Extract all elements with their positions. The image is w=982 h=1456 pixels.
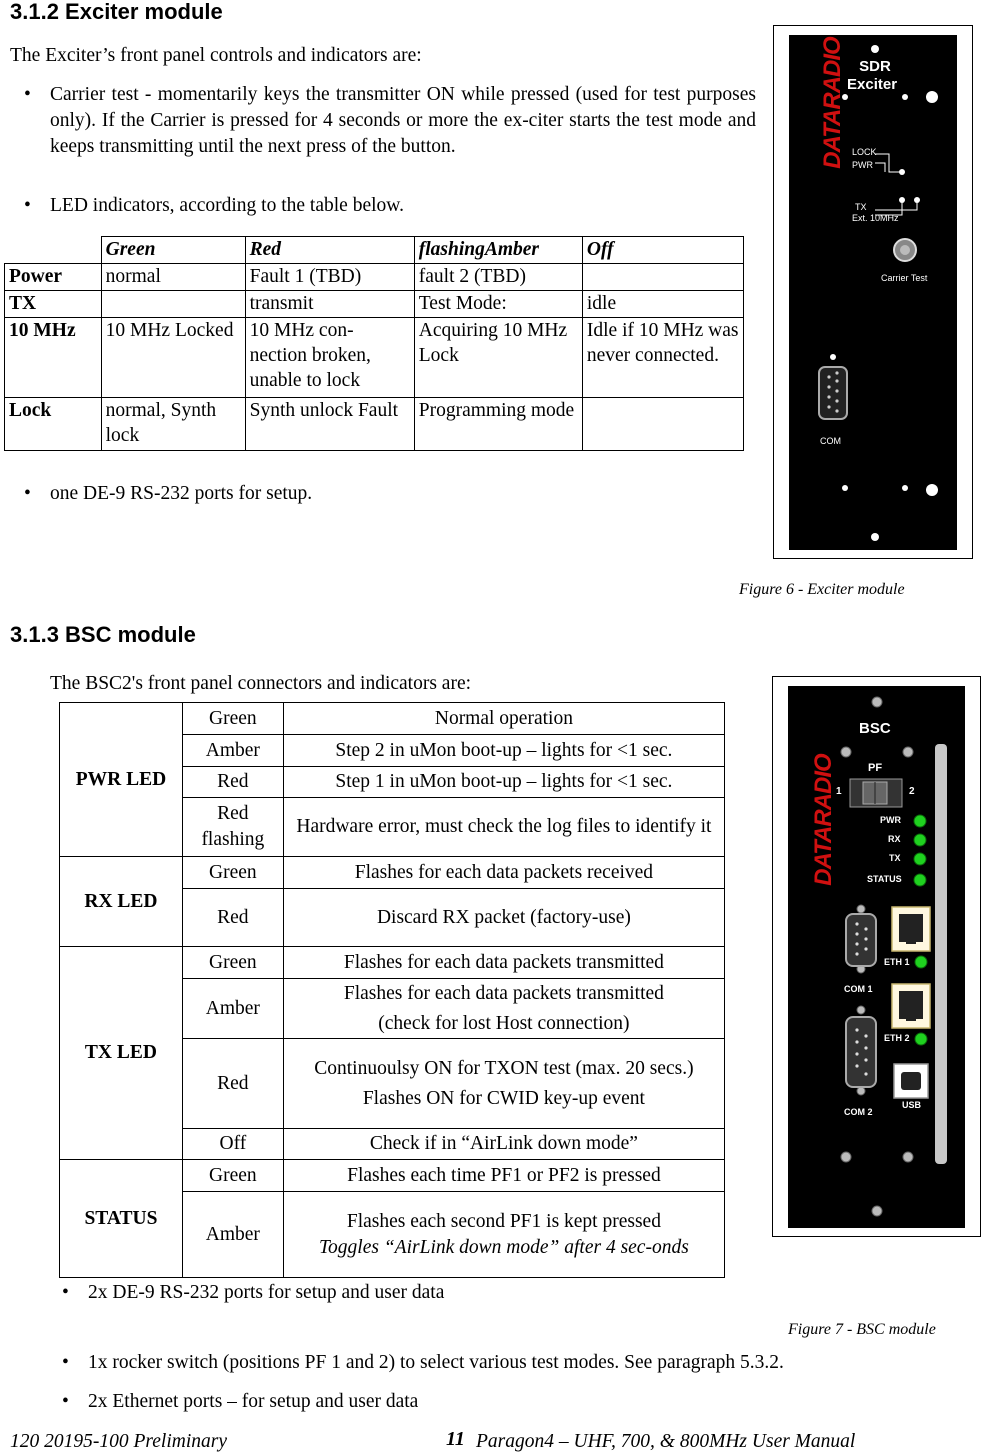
- bullet-ethernet-ports: [62, 1389, 962, 1415]
- cell-line: (check for lost Host connection): [378, 1012, 630, 1034]
- table-cell: Green: [182, 857, 283, 889]
- figure-caption-bsc: Figure 7 - BSC module: [788, 1321, 936, 1338]
- exciter-figure: [773, 25, 973, 559]
- screw-icon: [871, 533, 879, 541]
- led-tx-icon: [914, 853, 926, 865]
- label-ext-10mhz: Ext. 10MHz: [852, 213, 899, 223]
- table-cell: Red flashing: [182, 798, 283, 857]
- table-cell: 10 MHz con-nection broken, unable to lock: [245, 318, 414, 398]
- label-tx: TX: [855, 202, 867, 212]
- table-cell: Red: [182, 1039, 283, 1129]
- footer-right: Paragon4 – UHF, 700, & 800MHz User Manual: [476, 1431, 856, 1452]
- bullet-text: LED indicators, according to the table below.: [50, 195, 404, 216]
- bullet-dot: •: [62, 1391, 69, 1412]
- screw-icon: [857, 1006, 865, 1014]
- table-cell: Amber: [182, 979, 283, 1039]
- label-switch-1: 1: [836, 786, 842, 797]
- label-eth1: ETH 1: [884, 957, 910, 967]
- bullet-led-indicators: [24, 193, 756, 219]
- footer-left: 120 20195-100 Preliminary: [10, 1431, 228, 1452]
- table-cell: normal, Synth lock: [101, 398, 245, 451]
- led-pwr-icon: [914, 815, 926, 827]
- table-cell: [101, 291, 245, 318]
- label-lock: LOCK: [852, 147, 877, 157]
- panel-handle-rail: [935, 744, 947, 1164]
- table-cell: Fault 1 (TBD): [245, 264, 414, 291]
- section-heading-exciter: 3.1.2 Exciter module: [10, 0, 223, 24]
- cell-line: Flashes ON for CWID key-up event: [362, 1087, 645, 1109]
- group-tx-led: TX LED: [60, 947, 183, 1160]
- bullet-de9-ports: [62, 1280, 742, 1306]
- cell-line: Flashes each second PF1 is kept pressed: [346, 1210, 661, 1232]
- table-cell: Flashes each time PF1 or PF2 is pressed: [283, 1160, 724, 1192]
- bullet-text: 2x Ethernet ports – for setup and user data: [88, 1391, 419, 1412]
- screw-icon: [903, 747, 913, 757]
- table-row: [5, 264, 744, 291]
- table-cell: Red: [182, 767, 283, 798]
- bullet-text: 1x rocker switch (positions PF 1 and 2) to select various test modes. See paragraph 5.3.2.: [88, 1352, 784, 1373]
- table-row: [60, 947, 725, 979]
- led-eth2-icon: [915, 1033, 927, 1045]
- header-cell: [5, 237, 102, 264]
- group-pwr-led: PWR LED: [60, 703, 183, 857]
- table-cell: normal: [101, 264, 245, 291]
- table-row: [60, 857, 725, 889]
- bullet-dot: •: [62, 1282, 69, 1303]
- screw-icon: [841, 1152, 851, 1162]
- cell-line: Toggles “AirLink down mode” after 4 sec-onds: [319, 1236, 689, 1258]
- bullet-text: Carrier test - momentarily keys the transmitter ON while pressed (used for test purposes only). If the Carrier is pressed for 4 seconds or more the ex-citer starts the test mode and keeps transmitting until the next press of the button.: [50, 84, 756, 157]
- bullet-dot: •: [24, 84, 31, 105]
- row-header: Lock: [5, 398, 102, 451]
- table-header-row: [5, 237, 744, 264]
- bsc-figure: [772, 676, 981, 1237]
- label-eth2: ETH 2: [884, 1033, 910, 1043]
- bullet-dot: •: [24, 483, 31, 504]
- group-rx-led: RX LED: [60, 857, 183, 947]
- label-com: COM: [820, 436, 841, 446]
- table-cell: Idle if 10 MHz was never connected.: [582, 318, 743, 398]
- label-pf: PF: [868, 762, 883, 774]
- bsc-led-table: [59, 702, 725, 1278]
- table-cell: [283, 1192, 724, 1278]
- table-cell: transmit: [245, 291, 414, 318]
- table-cell: Programming mode: [414, 398, 582, 451]
- label-com2: COM 2: [844, 1107, 873, 1117]
- table-cell: Green: [182, 703, 283, 735]
- table-cell: 10 MHz Locked: [101, 318, 245, 398]
- bsc-intro: The BSC2's front panel connectors and indicators are:: [50, 673, 472, 694]
- table-cell: [283, 1039, 724, 1129]
- cell-line: Continuoulsy ON for TXON test (max. 20 secs.): [314, 1057, 694, 1079]
- com1-de9-icon: [846, 914, 876, 966]
- screw-icon: [841, 747, 851, 757]
- exciter-led-table: [4, 236, 744, 451]
- exciter-intro: The Exciter’s front panel controls and indicators are:: [10, 45, 422, 66]
- table-cell: Test Mode:: [414, 291, 582, 318]
- table-cell: idle: [582, 291, 743, 318]
- led-status-icon: [914, 874, 926, 886]
- table-cell: Off: [182, 1129, 283, 1160]
- screw-icon: [857, 905, 865, 913]
- bsc-panel: [788, 686, 965, 1228]
- table-cell: Discard RX packet (factory-use): [283, 889, 724, 947]
- bullet-dot: •: [62, 1352, 69, 1373]
- label-carrier-test: Carrier Test: [881, 273, 928, 283]
- table-cell: Synth unlock Fault: [245, 398, 414, 451]
- label-com1: COM 1: [844, 984, 873, 994]
- screw-icon: [872, 697, 882, 707]
- header-cell: flashingAmber: [414, 237, 582, 264]
- table-cell: Check if in “AirLink down mode”: [283, 1129, 724, 1160]
- label-switch-2: 2: [909, 786, 915, 797]
- figure-caption-exciter: Figure 6 - Exciter module: [739, 581, 905, 598]
- panel-title-bsc: BSC: [859, 720, 891, 737]
- screw-icon: [902, 485, 908, 491]
- header-cell: Green: [101, 237, 245, 264]
- table-row: [5, 398, 744, 451]
- table-cell: Step 2 in uMon boot-up – lights for <1 sec.: [283, 735, 724, 767]
- table-cell: Amber: [182, 1192, 283, 1278]
- label-tx: TX: [889, 853, 901, 863]
- header-cell: Red: [245, 237, 414, 264]
- table-row: [5, 318, 744, 398]
- bullet-carrier-test: [24, 82, 756, 160]
- table-cell: Step 1 in uMon boot-up – lights for <1 sec.: [283, 767, 724, 798]
- bullet-de9-port: [24, 481, 724, 507]
- table-cell: Acquiring 10 MHz Lock: [414, 318, 582, 398]
- bullet-text: one DE-9 RS-232 ports for setup.: [50, 483, 313, 504]
- eth1-rj45-icon: [892, 907, 930, 951]
- screw-icon: [830, 354, 836, 360]
- table-cell: [283, 979, 724, 1039]
- brand-logo: DATARADIO: [810, 754, 837, 886]
- table-cell: Flashes for each data packets transmitted: [283, 947, 724, 979]
- label-usb: USB: [902, 1100, 922, 1110]
- exciter-panel-art: [789, 35, 957, 550]
- panel-title-sdr: SDR: [859, 58, 891, 75]
- de9-connector-icon: [819, 367, 847, 419]
- table-cell: fault 2 (TBD): [414, 264, 582, 291]
- table-cell: Green: [182, 1160, 283, 1192]
- group-status: STATUS: [60, 1160, 183, 1278]
- screw-icon: [926, 91, 938, 103]
- com2-de9-icon: [846, 1017, 876, 1087]
- section-heading-bsc: 3.1.3 BSC module: [10, 622, 196, 647]
- table-cell: Amber: [182, 735, 283, 767]
- eth2-rj45-icon: [892, 984, 930, 1028]
- header-cell: Off: [582, 237, 743, 264]
- table-row: [60, 703, 725, 735]
- table-cell: Flashes for each data packets received: [283, 857, 724, 889]
- label-pwr: PWR: [852, 160, 873, 170]
- screw-icon: [857, 1087, 865, 1095]
- brand-logo: DATARADIO: [819, 37, 846, 169]
- table-cell: Red: [182, 889, 283, 947]
- screw-icon: [926, 484, 938, 496]
- label-status: STATUS: [867, 874, 902, 884]
- table-cell: Normal operation: [283, 703, 724, 735]
- bullet-text: 2x DE-9 RS-232 ports for setup and user data: [88, 1282, 445, 1303]
- screw-icon: [903, 1152, 913, 1162]
- row-header: TX: [5, 291, 102, 318]
- panel-title-exciter: Exciter: [847, 76, 898, 93]
- footer-page-number: 11: [446, 1428, 465, 1450]
- table-cell: [582, 398, 743, 451]
- row-header: 10 MHz: [5, 318, 102, 398]
- exciter-panel: [789, 35, 957, 550]
- table-cell: Hardware error, must check the log files to identify it: [283, 798, 724, 857]
- row-header: Power: [5, 264, 102, 291]
- screw-icon: [872, 1206, 882, 1216]
- label-rx: RX: [888, 834, 901, 844]
- led-rx-icon: [914, 834, 926, 846]
- bullet-rocker-switch: [62, 1350, 962, 1376]
- usb-port-icon: [894, 1064, 928, 1098]
- screw-icon: [902, 94, 908, 100]
- bullet-dot: •: [24, 195, 31, 216]
- table-cell: [582, 264, 743, 291]
- label-pwr: PWR: [880, 815, 901, 825]
- screw-icon: [871, 45, 879, 53]
- table-cell: Green: [182, 947, 283, 979]
- led-eth1-icon: [915, 956, 927, 968]
- cell-line: Flashes for each data packets transmitted: [343, 982, 664, 1004]
- table-row: [5, 291, 744, 318]
- table-row: [60, 1160, 725, 1192]
- screw-icon: [842, 485, 848, 491]
